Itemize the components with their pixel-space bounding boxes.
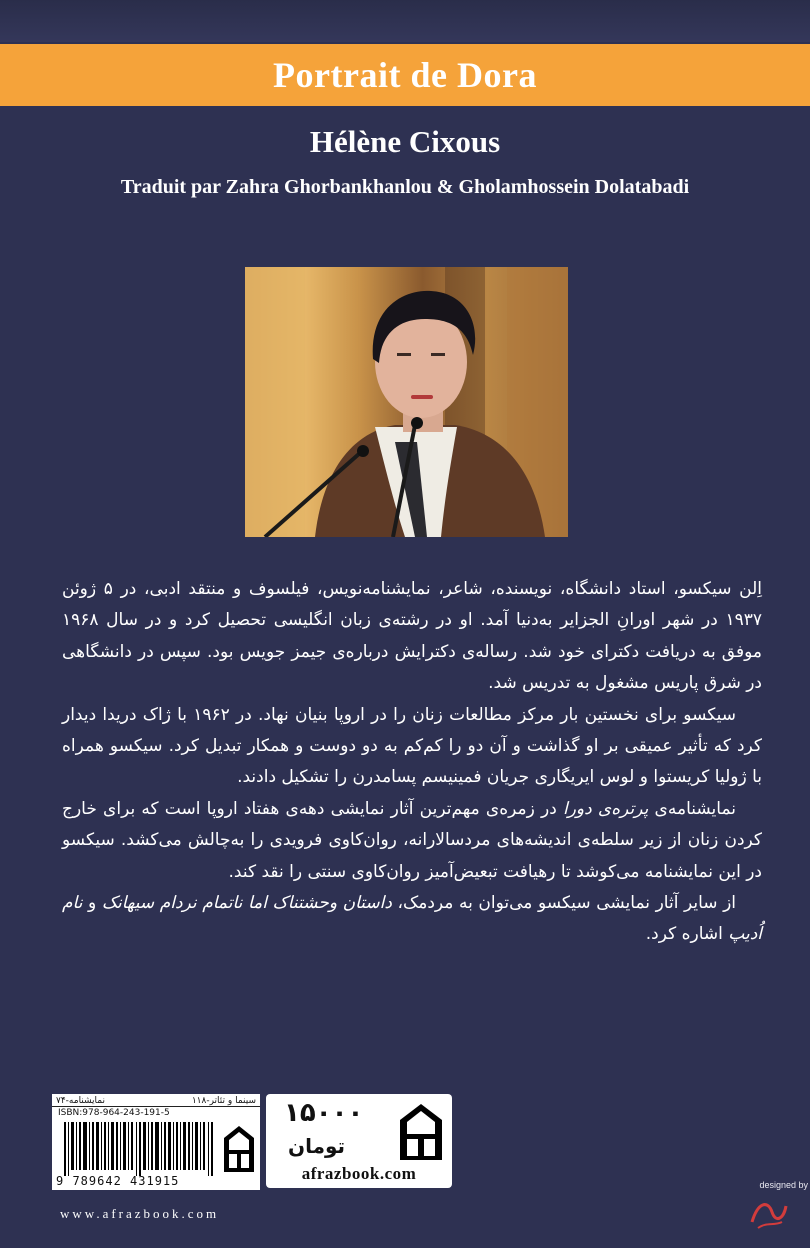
- footer-url: www.afrazbook.com: [60, 1206, 220, 1221]
- author-name: Hélène Cixous: [309, 124, 501, 159]
- blurb-paragraph-1: اِلن سیکسو، استاد دانشگاه، نویسنده، شاعر، نمایشنامه‌نویس، فیلسوف و منتقد ادبی، در ۵ ژوئن ۱۹۳۷ در شهر اورانِ الجزایر به‌دنیا آمد. او در رشته‌ی زبان انگلیسی تحصیل کرد و در سال ۱۹۶۸ موفق به دریافت دکترای خود شد. رساله‌ی دکترایش درباره‌ی جیمز جویس بود. سپس در دانشگاهی در شرق پاریس مشغول به تدریس شد.: [62, 579, 763, 694]
- blurb-text: [62, 574, 762, 951]
- top-band: [0, 0, 810, 42]
- afraz-logo-icon: [398, 1102, 444, 1162]
- blurb-p4-italic-1: داستان وحشتناک اما ناتمام نردام سیهانک: [101, 893, 392, 914]
- title-band: [0, 44, 810, 106]
- blurb-paragraph-3: [62, 794, 762, 888]
- designed-by-label: designed by: [759, 1180, 808, 1190]
- series-row: [52, 1094, 260, 1107]
- author-photo: [245, 267, 568, 537]
- designer-signature-icon: [746, 1192, 792, 1234]
- blurb-p4-mid: و: [88, 893, 97, 914]
- blurb-p3-italic: پرتره‌ی دورا: [563, 798, 649, 819]
- blurb-p4-before: از سایر آثار نمایشی سیکسو می‌توان به مردمک،: [397, 893, 737, 914]
- barcode-box: [52, 1094, 260, 1190]
- blurb-p3-before: نمایشنامه‌ی: [654, 798, 737, 819]
- price-unit: تومان: [288, 1134, 346, 1158]
- price-site: afrazbook.com: [301, 1164, 417, 1183]
- blurb-paragraph-4: [62, 888, 762, 951]
- blurb-p4-italic-2: نام اُدیپ: [62, 893, 762, 945]
- price-value: ۱۵۰۰۰: [284, 1098, 364, 1128]
- isbn-text: ISBN:978-964-243-191-5: [58, 1108, 170, 1118]
- barcode-digits: 9 789642 431915: [56, 1174, 180, 1188]
- barcode-bars: [62, 1122, 218, 1176]
- blurb-paragraph-2: سیکسو برای نخستین بار مرکز مطالعات زنان را در اروپا بنیان نهاد. در ۱۹۶۲ با ژاک دریدا دیدار کرد که تأثیر عمیقی بر او گذاشت و آن دو را کم‌کم به دو دوست و همکار تبدیل کرد. سیکسو همراه با ژولیا کریستوا و لوس ایریگاری جریان فمینیسم پسامدرن را تشکیل دادند.: [62, 704, 762, 788]
- price-box: [266, 1094, 452, 1188]
- translators-line: Traduit par Zahra Ghorbankhanlou & Gholamhossein Dolatabadi: [120, 176, 690, 198]
- blurb-p4-after: اشاره کرد.: [645, 924, 723, 945]
- afraz-logo-icon: [222, 1124, 256, 1174]
- blurb-p3-after: در زمره‌ی مهم‌ترین آثار نمایشی دهه‌ی هفتاد اروپا است که برای خارج کردن زنان از زیر سلطه‌ی اندیشه‌های مردسالارانه، روان‌کاوی فرویدی را به‌چالش می‌کشد. سیکسو در این نمایشنامه می‌کوشد تا رهیافت تبعیض‌آمیز روان‌کاوی سنتی را نقد کند.: [62, 798, 762, 882]
- book-title: Portrait de Dora: [273, 55, 537, 95]
- series-right: سینما و تئاتر-۱۱۸: [191, 1096, 256, 1106]
- series-left: نمایشنامه-۷۴: [56, 1096, 106, 1106]
